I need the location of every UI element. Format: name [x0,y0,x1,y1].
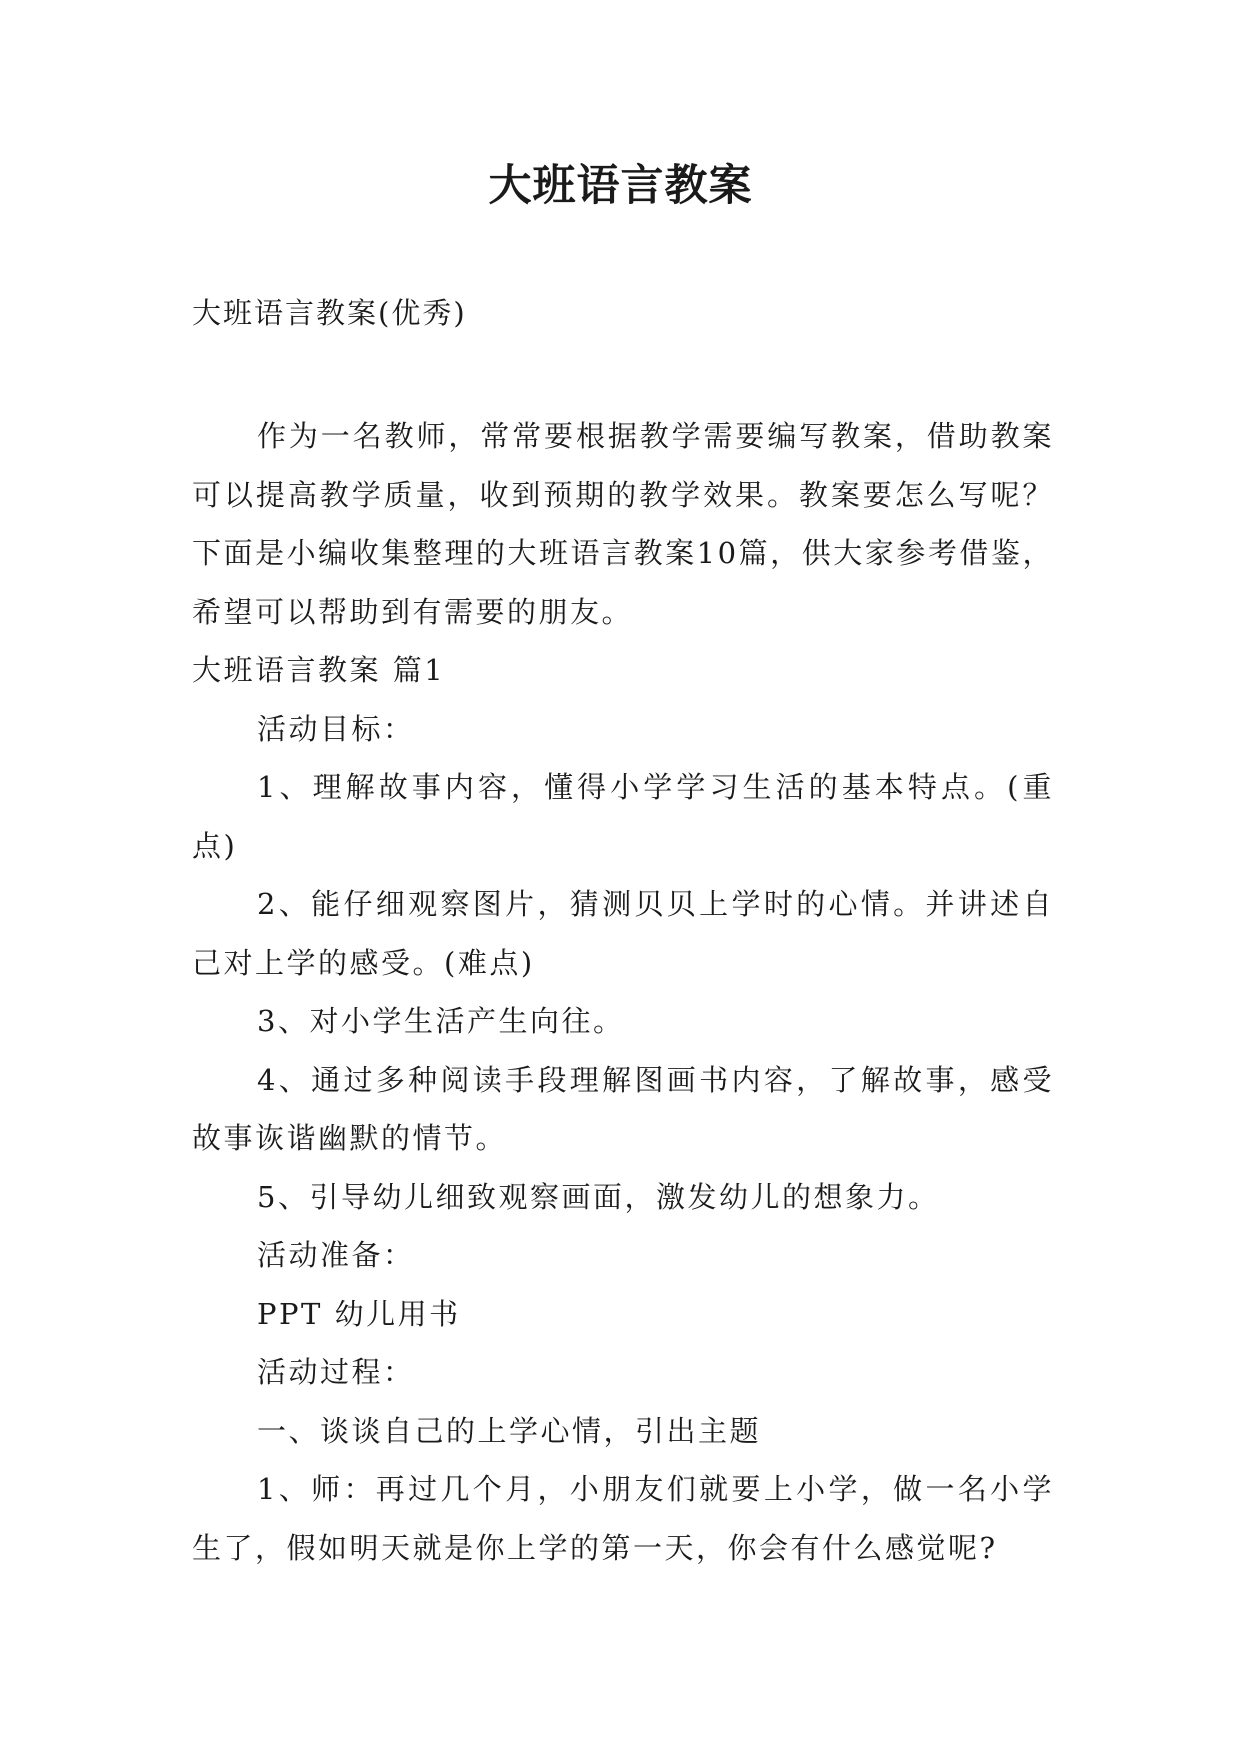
paragraph: PPT 幼儿用书 [257,1296,461,1331]
paragraph: 3、对小学生活产生向往。 [257,1004,625,1038]
section-heading: 大班语言教案 篇1 [192,653,446,687]
paragraph: 1、师：再过几个月，小朋友们就要上小学，做一名小学生了，假如明天就是你上学的第一天，你会有什么感觉呢? [192,1472,1054,1565]
paragraph: 活动准备： [257,1238,415,1272]
paragraph: 5、引导幼儿细致观察画面，激发幼儿的想象力。 [257,1179,940,1214]
document-title: 大班语言教案 [488,161,753,211]
document-body [192,407,1054,1577]
paragraph: 活动过程： [257,1355,415,1389]
paragraph: 作为一名教师，常常要根据教学需要编写教案，借助教案可以提高教学质量，收到预期的教学效果。教案要怎么写呢？下面是小编收集整理的大班语言教案10篇，供大家参考借鉴，希望可以帮助到有需要的朋友。 [192,419,1054,629]
paragraph: 2、能仔细观察图片，猜测贝贝上学时的心情。并讲述自己对上学的感受。(难点) [192,887,1054,980]
paragraph: 1、理解故事内容，懂得小学学习生活的基本特点。(重点) [192,770,1054,863]
document-subtitle: 大班语言教案(优秀) [192,296,467,330]
paragraph: 一、谈谈自己的上学心情，引出主题 [257,1413,762,1448]
paragraph: 4、通过多种阅读手段理解图画书内容，了解故事，感受故事诙谐幽默的情节。 [192,1062,1054,1155]
paragraph: 活动目标： [257,711,415,746]
